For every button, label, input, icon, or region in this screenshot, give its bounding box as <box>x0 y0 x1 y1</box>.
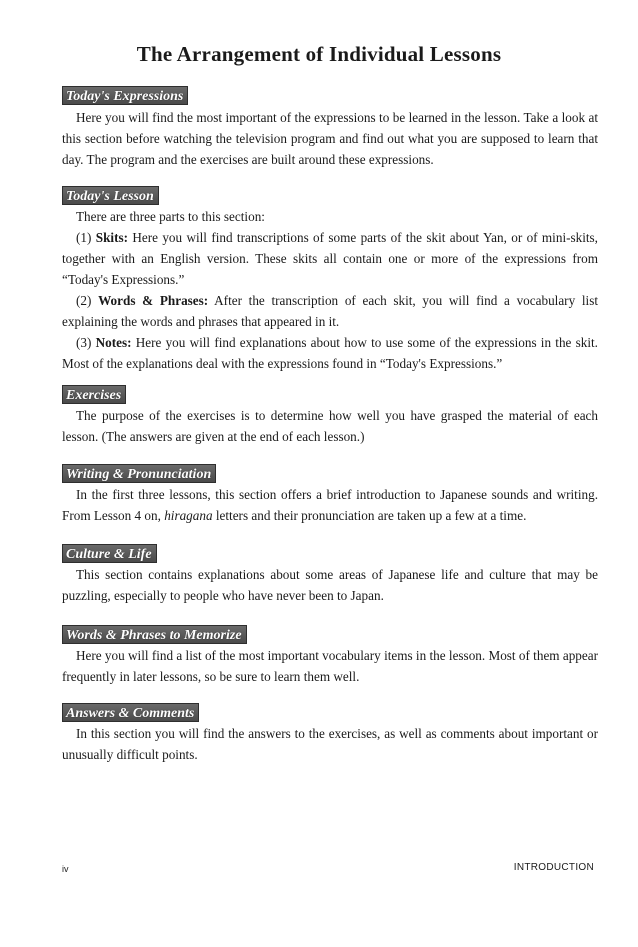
running-head: INTRODUCTION <box>513 862 594 873</box>
section-todays-lesson <box>62 186 598 374</box>
paragraph: The purpose of the exercises is to determine how well you have grasped the material of each lesson. (The answers are given at the end of each lesson.) <box>62 408 598 444</box>
paragraph: Here you will find the most important of the expressions to be learned in the lesson. Take a look at this section before watching the television program and find out what you are supposed to learn that day. The program and the exercises are built around these expressions. <box>62 110 598 167</box>
paragraph-words-phrases: (2) Words & Phrases: After the transcription of each skit, you will find a vocabulary list explaining the words and phrases that appeared in it. <box>62 293 598 329</box>
section-label-todays-expressions: Today's Expressions <box>62 86 188 105</box>
section-exercises <box>62 385 598 447</box>
page-title: The Arrangement of Individual Lessons <box>136 42 502 66</box>
term-notes: Notes: <box>95 335 132 350</box>
paragraph: Here you will find a list of the most important vocabulary items in the lesson. Most of them appear frequently in later lessons, so be sure to learn them well. <box>62 648 598 684</box>
section-label-todays-lesson: Today's Lesson <box>62 186 159 205</box>
term-hiragana: hiragana <box>164 508 213 523</box>
section-answers-comments <box>62 703 598 765</box>
section-label-words-phrases-memorize: Words & Phrases to Memorize <box>62 625 247 644</box>
paragraph: There are three parts to this section: <box>76 209 265 224</box>
paragraph-notes: (3) Notes: Here you will find explanations about how to use some of the expressions in the skit. Most of the explanations deal with the expressions found in “Today's Expressions.” <box>62 335 598 371</box>
section-label-writing-pronunciation: Writing & Pronunciation <box>62 464 216 483</box>
page-number: iv <box>62 864 69 874</box>
section-label-exercises: Exercises <box>62 385 126 404</box>
section-words-phrases-memorize <box>62 625 598 687</box>
section-label-answers-comments: Answers & Comments <box>62 703 199 722</box>
section-culture-life <box>62 544 598 606</box>
term-skits: Skits: <box>95 230 128 245</box>
section-todays-expressions <box>62 86 598 170</box>
section-writing-pronunciation <box>62 464 598 526</box>
paragraph: In this section you will find the answers to the exercises, as well as comments about important or unusually difficult points. <box>62 726 598 762</box>
term-words-phrases: Words & Phrases: <box>98 293 209 308</box>
section-label-culture-life: Culture & Life <box>62 544 157 563</box>
paragraph-skits: (1) Skits: Here you will find transcriptions of some parts of the skit about Yan, or of mini-skits, together with an English version. These skits all contain one or more of the expressions from “Today's Expressions.” <box>62 230 598 287</box>
paragraph: In the first three lessons, this section offers a brief introduction to Japanese sounds and writing. From Lesson 4 on, hiragana letters and their pronunciation are taken up a few at a time. <box>62 487 598 523</box>
paragraph: This section contains explanations about some areas of Japanese life and culture that may be puzzling, especially to people who have never been to Japan. <box>62 567 598 603</box>
